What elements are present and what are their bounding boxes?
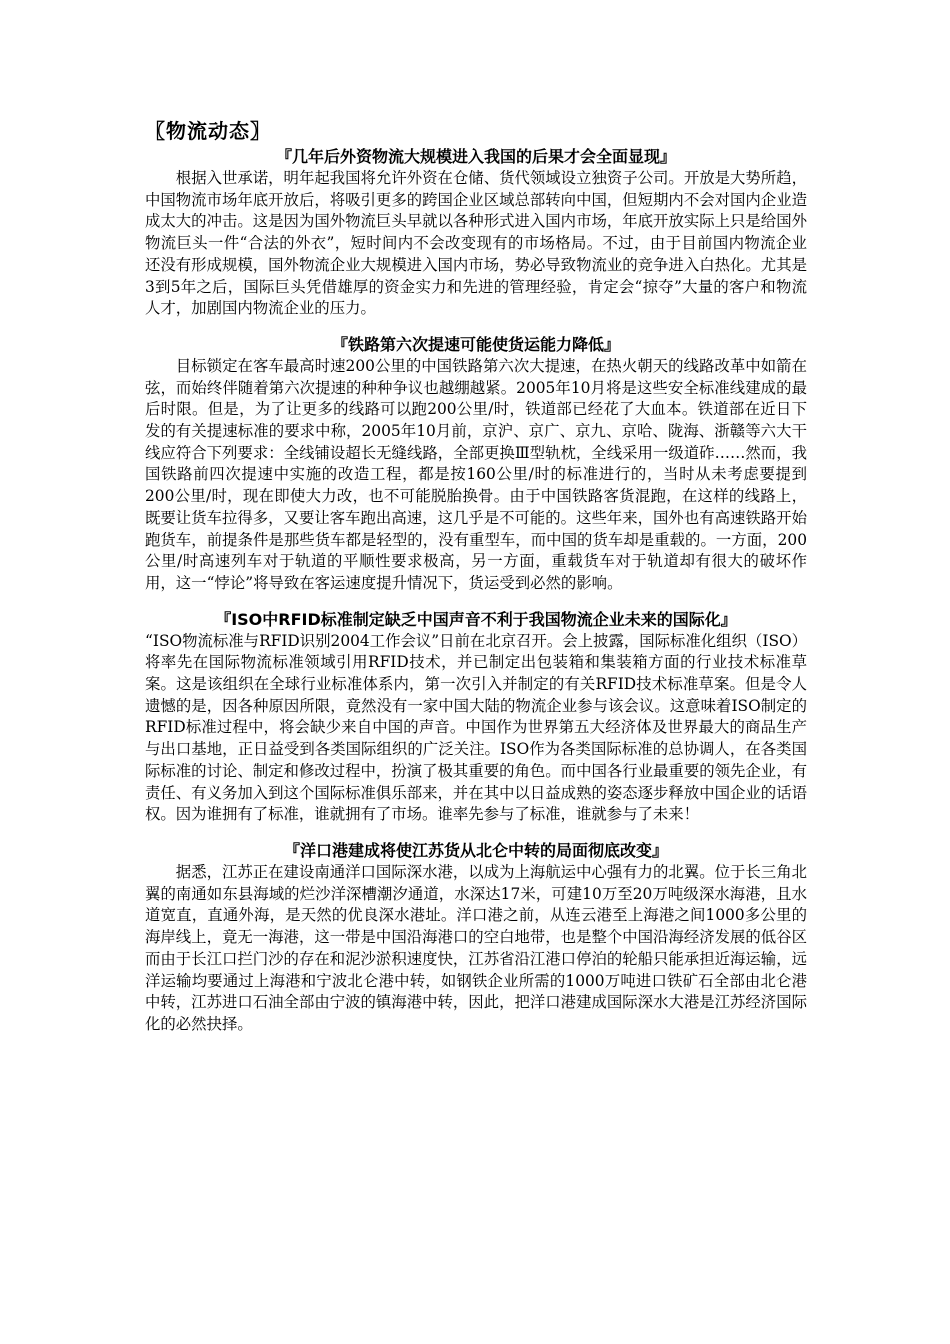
article-foreign-logistics	[145, 146, 807, 320]
section-heading: 〖物流动态〗	[145, 119, 271, 143]
document-page	[145, 118, 807, 1050]
article-body: 目标锁定在客车最高时速200公里的中国铁路第六次大提速，在热火朝天的线路改革中如箭在弦，而始终伴随着第六次提速的种种争议也越绷越紧。2005年10月将是这些安全标准线建成的最后时限。但是，为了让更多的线路可以跑200公里/时，铁道部已经花了大血本。铁道部在近日下发的有关提速标准的要求中称，2005年10月前，京沪、京广、京九、京哈、陇海、浙赣等六大干线应符合下列要求：全线铺设超长无缝线路，全部更换Ⅲ型轨枕，全线采用一级道砟……然而，我国铁路前四次提速中实施的改造工程，都是按160公里/时的标准进行的，当时从未考虑要提到200公里/时，现在即使大力改，也不可能脱胎换骨。由于中国铁路客货混跑，在这样的线路上，既要让货车拉得多，又要让客车跑出高速，这几乎是不可能的。这些年来，国外也有高速铁路开始跑货车，前提条件是那些货车都是轻型的，没有重型车，而中国的货车却是重载的。一方面，200公里/时高速列车对于轨道的平顺性要求极高，另一方面，重载货车对于轨道却有很大的破坏作用，这一“悖论”将导致在客运速度提升情况下，货运受到必然的影响。	[145, 356, 807, 592]
article-title: 『洋口港建成将使江苏货从北仑中转的局面彻底改变』	[283, 840, 668, 860]
article-title: 『ISO中RFID标准制定缺乏中国声音不利于我国物流企业未来的国际化』	[215, 609, 737, 629]
article-title: 『铁路第六次提速可能使货运能力降低』	[331, 334, 620, 354]
article-body: 据悉，江苏正在建设南通洋口国际深水港，以成为上海航运中心强有力的北翼。位于长三角北翼的南通如东县海域的烂沙洋深槽潮汐通道，水深达17米，可建10万至20万吨级深水海港，且水道宽直，直通外海，是天然的优良深水港址。洋口港之前，从连云港至上海港之间1000多公里的海岸线上，竟无一海港，这一带是中国沿海港口的空白地带，也是整个中国沿海经济发展的低谷区而由于长江口拦门沙的存在和泥沙淤积速度快，江苏省沿江港口停泊的轮船只能承担近海运输，远洋运输均要通过上海港和宁波北仑港中转，如钢铁企业所需的1000万吨进口铁矿石全部由北仑港中转，江苏进口石油全部由宁波的镇海港中转，因此，把洋口港建成国际深水大港是江苏经济国际化的必然抉择。	[145, 862, 807, 1033]
article-title: 『几年后外资物流大规模进入我国的后果才会全面显现』	[275, 147, 676, 166]
article-railway-speedup	[145, 334, 807, 595]
article-yangkou-port	[145, 840, 807, 1036]
article-body: “ISO物流标准与RFID识别2004工作会议”日前在北京召开。会上披露，国际标准化组织（ISO）将率先在国际物流标准领域引用RFID技术，并已制定出包装箱和集装箱方面的行业技术标准草案。这是该组织在全球行业标准体系内，第一次引入并制定的有关RFID技术标准草案。但是令人遗憾的是，因各种原因所限，竟然没有一家中国大陆的物流企业参与该会议。这意味着ISO制定的RFID标准过程中，将会缺少来自中国的声音。中国作为世界第五大经济体及世界最大的商品生产与出口基地，正日益受到各类国际组织的广泛关注。ISO作为各类国际标准的总协调人，在各类国际标准的讨论、制定和修改过程中，扮演了极其重要的角色。而中国各行业最重要的领先企业，有责任、有义务加入到这个国际标准俱乐部来，并在其中以日益成熟的姿态逐步释放中国企业的话语权。因为谁拥有了标准，谁就拥有了市场。谁率先参与了标准，谁就参与了未来！	[145, 631, 807, 824]
article-body: 根据入世承诺，明年起我国将允许外资在仓储、货代领域设立独资子公司。开放是大势所趋，中国物流市场年底开放后，将吸引更多的跨国企业区域总部转向中国，但短期内不会对国内企业造成太大的冲击。这是因为国外物流巨头早就以各种形式进入国内市场，年底开放实际上只是给国外物流巨头一件“合法的外衣”，短时间内不会改变现有的市场格局。不过，由于目前国内物流企业还没有形成规模，国外物流企业大规模进入国内市场，势必导致物流业的竞争进入白热化。尤其是3到5年之后，国际巨头凭借雄厚的资金实力和先进的管理经验，肯定会“掠夺”大量的客户和物流人才，加剧国内物流企业的压力。	[145, 169, 807, 318]
article-iso-rfid	[145, 609, 807, 826]
